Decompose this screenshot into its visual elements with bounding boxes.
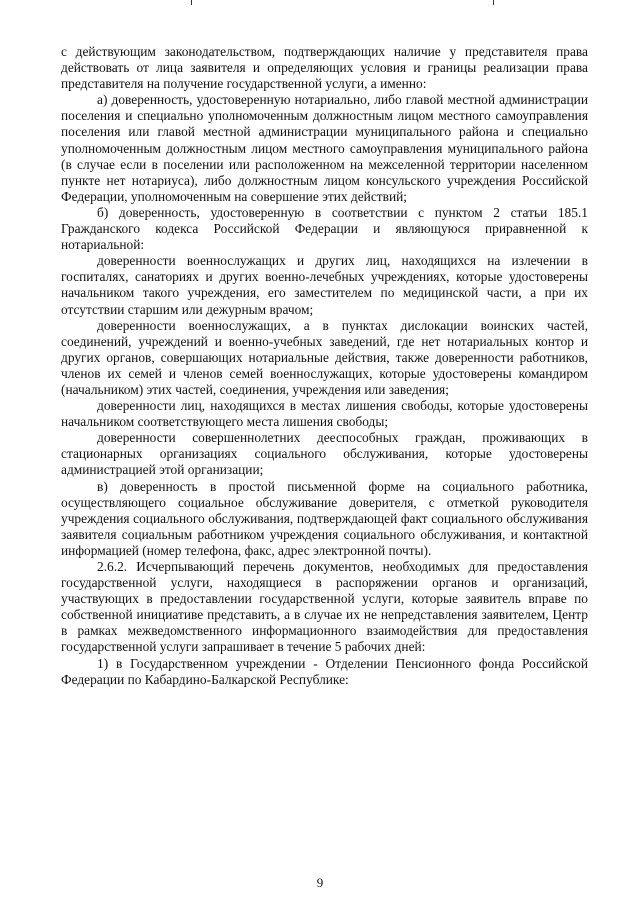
page-number: 9 xyxy=(316,875,324,890)
paragraph-social-institutions: доверенности совершеннолетних дееспособных граждан, проживающих в стационарных организациях социального обслуживания, которые удостоверены администрацией этой организации; xyxy=(61,430,588,478)
paragraph-military-hospital: доверенности военнослужащих и других лиц, находящихся на излечении в госпиталях, санаториях и других военно-лечебных учреждениях, которые удостоверены начальником такого учреждения, его заместителем по медицинской части, а при их отсутствии старшим или дежурным врачом; xyxy=(61,253,588,317)
document-body xyxy=(61,44,588,688)
paragraph-military-units: доверенности военнослужащих, а в пунктах дислокации воинских частей, соединений, учреждений и военно-учебных заведений, где нет нотариальных контор и других органов, совершающих нотариальные действия, также доверенности работников, членов их семей и членов семей военнослужащих, которые удостоверены командиром (начальником) этих частей, соединения, учреждения или заведения; xyxy=(61,317,588,397)
paragraph-item-b: б) доверенность, удостоверенную в соответствии с пунктом 2 статьи 185.1 Гражданского кодекса Российской Федерации и являющуюся приравненной к нотариальной: xyxy=(61,204,588,253)
paragraph-continuation: с действующим законодательством, подтверждающих наличие у представителя права действовать от лица заявителя и определяющих условия и границы реализации права представителя на получение государственной услуги, а именно: xyxy=(61,44,588,92)
paragraph-detention: доверенности лиц, находящихся в местах лишения свободы, которые удостоверены начальником соответствующего места лишения свободы; xyxy=(61,398,588,430)
scan-mark xyxy=(191,0,192,5)
paragraph-item-v: в) доверенность в простой письменной форме на социального работника, осуществляющего социальное обслуживание доверителя, с отметкой руководителя учреждения социального обслуживания, подтверждающей факт социального обслуживания заявителя социальным работником учреждения социального обслуживания, и контактной информацией (номер телефона, факс, адрес электронной почты). xyxy=(61,478,588,558)
paragraph-2-6-2: 2.6.2. Исчерпывающий перечень документов, необходимых для предоставления государственной услуги, находящиеся в распоряжении органов и организаций, участвующих в предоставлении государственной услуги, которые заявитель вправе по собственной инициативе представить, а в случае их не непредставления заявителем, Центр в рамках межведомственного информационного взаимодействия для предоставления государственной услуги запрашивает в течение 5 рабочих дней: xyxy=(61,559,588,655)
scan-mark xyxy=(493,0,494,5)
paragraph-item-1: 1) в Государственном учреждении - Отделении Пенсионного фонда Российской Федерации по Кабардино-Балкарской Республике: xyxy=(61,655,588,687)
paragraph-item-a: а) доверенность, удостоверенную нотариально, либо главой местной администрации поселения и специально уполномоченным должностным лицом местного самоуправления поселения или главой местной администрации муниципального района и специально уполномоченным должностным лицом местного самоуправления муниципального района (в случае если в поселении или расположенном на межселенной территории населенном пункте нет нотариуса), либо должностным лицом консульского учреждения Российской Федерации, уполномоченным на совершение этих действий; xyxy=(61,92,588,204)
